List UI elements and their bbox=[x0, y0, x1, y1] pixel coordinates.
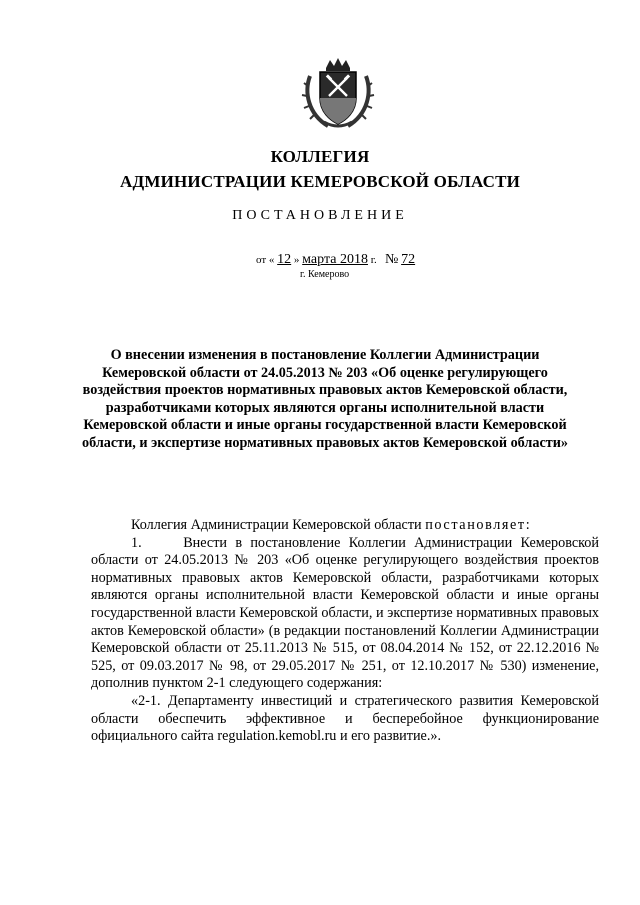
date-month-year: марта 2018 bbox=[302, 252, 368, 267]
date-line bbox=[256, 252, 415, 268]
org-title-line2: АДМИНИСТРАЦИИ КЕМЕРОВСКОЙ ОБЛАСТИ bbox=[119, 172, 521, 191]
kemerovo-coat-of-arms-icon bbox=[300, 56, 376, 132]
paragraph-1: 1. Внести в постановление Коллегии Администрации Кемеровской области от 24.05.2013 № 203 «Об оценке регулирующего воздействия проектов нормативных правовых актов Кемеровской области, разработчиками которых являются органы исполнительной власти Кемеровской области и иные органы государственной власти Кемеровской области, и экспертизе нормативных правовых актов Кемеровской области» (в редакции постановлений Коллегии Администрации Кемеровской области от 25.11.2013 № 515, от 08.04.2014 № 152, от 22.12.2016 № 525, от 09.03.2017 № 98, от 29.05.2017 № 251, от 12.10.2017 № 530) изменение, дополнив пунктом 2-1 следующего содержания: bbox=[91, 534, 599, 692]
document-subject: О внесении изменения в постановление Коллегии Администрации Кемеровской области от 24.05.2013 № 203 «Об оценке регулирующего воздействия проектов нормативных правовых актов Кемеровской области, разработчиками которых являются органы исполнительной власти Кемеровской области и иные органы государственной власти Кемеровской области, и экспертизе нормативных правовых актов Кемеровской области» bbox=[81, 347, 569, 451]
intro-verb: постановляет: bbox=[425, 517, 532, 533]
city: г. Кемерово bbox=[300, 269, 350, 280]
date-day: 12 bbox=[277, 252, 292, 267]
intro-paragraph bbox=[91, 517, 599, 535]
intro-lead: Коллегия Администрации Кемеровской области bbox=[131, 517, 426, 533]
document-number: 72 bbox=[401, 252, 416, 267]
date-prefix: от « bbox=[256, 254, 275, 266]
doc-type: ПОСТАНОВЛЕНИЕ bbox=[232, 208, 408, 223]
date-year-suffix: г. bbox=[370, 254, 377, 266]
date-sep: » bbox=[293, 254, 300, 266]
document-body bbox=[91, 517, 599, 746]
paragraph-2: «2-1. Департаменту инвестиций и стратегического развития Кемеровской области обеспечить эффективное и бесперебойное функционирование официального сайта regulation.kemobl.ru и его развитие.». bbox=[91, 692, 599, 745]
number-label: № bbox=[385, 252, 399, 267]
org-title-line1: КОЛЛЕГИЯ bbox=[270, 147, 370, 166]
